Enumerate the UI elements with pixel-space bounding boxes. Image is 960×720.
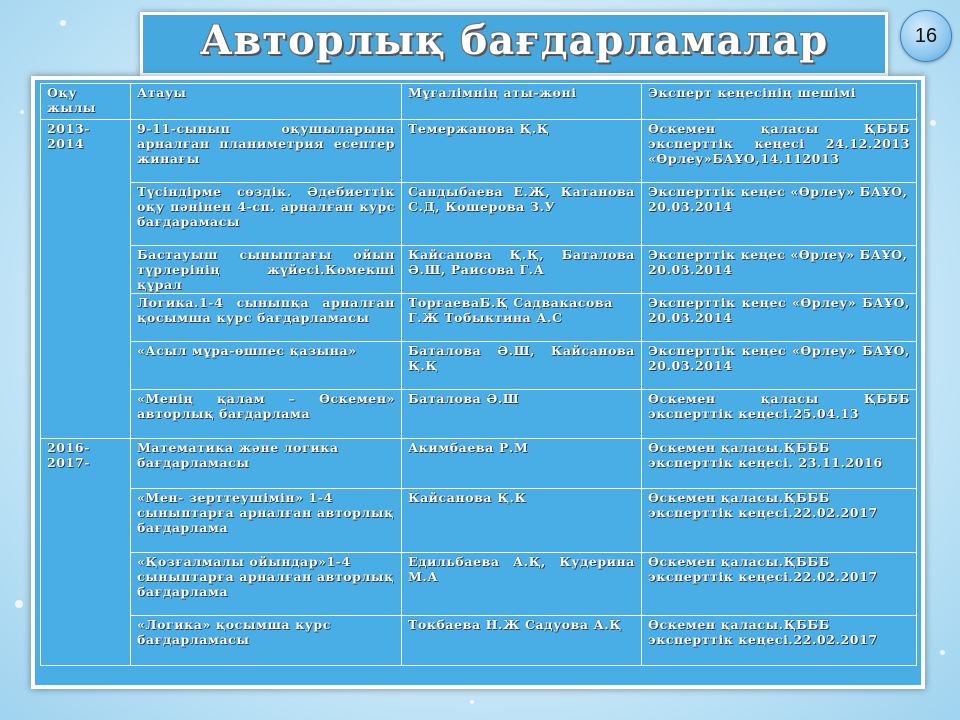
decision-cell: Өскемен қаласы.ҚБББ эксперттік кеңесі. 23.11.2016 [642, 439, 917, 489]
table-row [41, 390, 917, 439]
table-row [41, 294, 917, 342]
page-number-badge: 16 [900, 10, 952, 62]
decision-cell: Өскемен қаласы ҚБББ эксперттік кеңесі 24.12.2013 «Өрлеу»БАҰО,14.112013 [642, 120, 917, 183]
period-cell: 2013-2014 [41, 120, 131, 439]
header-row [41, 84, 917, 120]
table-row [41, 120, 917, 183]
decision-cell: Эксперттік кеңес «Өрлеу» БАҰО, 20.03.2014 [642, 246, 917, 294]
program-title-cell: «Қозғалмалы ойындар»1-4 сыныптарға арналған авторлық бағдарлама [131, 553, 402, 616]
table-row [41, 183, 917, 246]
program-title-cell: Бастауыш сыныптағы ойын түрлерінің жүйесі.Көмекші құрал [131, 246, 402, 294]
program-title-cell: «Мен- зерттеушімін» 1-4 сыныптарға арналған авторлық бағдарлама [131, 489, 402, 553]
header-year: Оқу жылы [41, 84, 131, 120]
period-cell: 2016-2017- [41, 439, 131, 666]
header-decision: Эксперт кеңесінің шешімі [642, 84, 917, 120]
program-title-cell: «Менің қалам – Өскемен» авторлық бағдарлама [131, 390, 402, 439]
decision-cell: Өскемен қаласы.ҚБББ эксперттік кеңесі.22.02.2017 [642, 489, 917, 553]
teacher-cell: Токбаева Н.Ж Садуова А.Қ [402, 616, 642, 666]
programs-table [40, 83, 917, 666]
table-row [41, 246, 917, 294]
table-row [41, 439, 917, 489]
program-title-cell: «Логика» қосымша курс бағдарламасы [131, 616, 402, 666]
teacher-cell: Баталова Ә.Ш [402, 390, 642, 439]
slide-title: Авторлық бағдарламалар [199, 17, 829, 64]
teacher-cell: Акимбаева Р.М [402, 439, 642, 489]
decision-cell: Өскемен қаласы ҚБББ эксперттік кеңесі.25.04.13 [642, 390, 917, 439]
title-banner [140, 12, 888, 76]
decision-cell: Өскемен қаласы.ҚБББ эксперттік кеңесі.22.02.2017 [642, 553, 917, 616]
teacher-cell: Кайсанова Қ.К [402, 489, 642, 553]
table-row [41, 616, 917, 666]
teacher-cell: Кайсанова Қ.Қ, Баталова Ә.Ш, Раисова Г.А [402, 246, 642, 294]
decision-cell: Эксперттік кеңес «Өрлеу» БАҰО, 20.03.2014 [642, 294, 917, 342]
header-title: Атауы [131, 84, 402, 120]
program-title-cell: 9-11-сынып оқушыларына арналған планиметрия есептер жинағы [131, 120, 402, 183]
decision-cell: Эксперттік кеңес «Өрлеу» БАҰО, 20.03.2014 [642, 183, 917, 246]
teacher-cell: Едильбаева А.Қ, Кудерина М.А [402, 553, 642, 616]
table-frame [31, 76, 925, 689]
program-title-cell: Математика және логика бағдарламасы [131, 439, 402, 489]
teacher-cell: Баталова Ә.Ш, Кайсанова Қ.Қ [402, 342, 642, 390]
decision-cell: Эксперттік кеңес «Өрлеу» БАҰО, 20.03.2014 [642, 342, 917, 390]
table-row [41, 342, 917, 390]
teacher-cell: ТорғаеваБ.Қ Садвакасова Г.Ж Тобыктина А.С [402, 294, 642, 342]
teacher-cell: Сандыбаева Е.Ж, Катанова С.Д, Кошерова З.У [402, 183, 642, 246]
table-row [41, 553, 917, 616]
decision-cell: Өскемен қаласы.ҚБББ эксперттік кеңесі.22.02.2017 [642, 616, 917, 666]
program-title-cell: «Асыл мұра-өшпес қазына» [131, 342, 402, 390]
header-teacher: Мұғалімнің аты-жөні [402, 84, 642, 120]
teacher-cell: Темержанова Қ.Қ [402, 120, 642, 183]
table-row [41, 489, 917, 553]
program-title-cell: Логика.1-4 сыныпқа арналған қосымша курс бағдарламасы [131, 294, 402, 342]
program-title-cell: Түсіндірме сөздік. Әдебиеттік оқу пәнінен 4-сп. арналған курс бағдарамасы [131, 183, 402, 246]
